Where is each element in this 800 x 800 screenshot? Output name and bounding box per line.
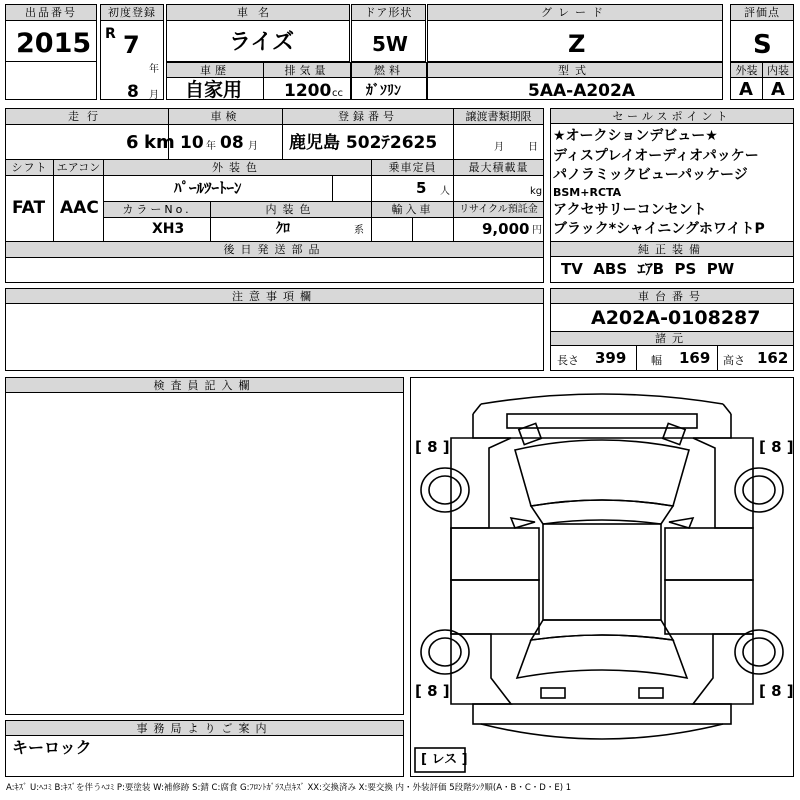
equipment-value: TV ABS ｴｱB PS PW	[561, 260, 735, 278]
mileage-value: 6	[126, 132, 139, 153]
notes-section	[5, 288, 544, 371]
inspector-section	[5, 377, 404, 715]
grade-value: Z	[568, 30, 586, 58]
tire-front-right: [ 8 ]	[759, 438, 794, 456]
car-name-label: 車名	[167, 5, 349, 21]
max-load-label: 最大積載量	[454, 160, 543, 175]
score-cell	[730, 4, 794, 62]
office-value: キーロック	[12, 738, 92, 757]
equipment-label: 純正装備	[551, 242, 793, 257]
inspection-year-unit: 年	[206, 141, 216, 152]
selling-point-3: パノラミックビューパッケージ	[553, 167, 748, 183]
chassis-value: A202A-0108287	[591, 307, 761, 329]
exterior-grade-value: A	[739, 79, 753, 100]
selling-point-2: ディスプレイオーディオパッケー	[553, 148, 759, 164]
aircon-label: エアコン	[54, 160, 103, 175]
inspection-label: 車検	[169, 109, 282, 124]
inspection-month: 08	[220, 133, 244, 153]
history-label: 車歴	[167, 63, 263, 78]
color-no-value: XH3	[152, 221, 185, 237]
transfer-month-unit: 月	[494, 142, 504, 153]
selling-point-4: BSM+RCTA	[553, 186, 622, 199]
specs-label: 諸元	[551, 332, 793, 346]
displacement-value: 1200	[284, 81, 332, 101]
recycle-label: リサイクル預託金	[454, 202, 543, 217]
selling-points-label: セールスポイント	[551, 109, 793, 124]
model-cell	[427, 62, 723, 100]
capacity-label: 乗車定員	[372, 160, 453, 175]
mileage-label: 走行	[6, 109, 168, 124]
ext-color-value: ﾊﾟｰﾙﾂｰﾄｰﾝ	[174, 179, 242, 197]
registration-value: 鹿児島 502ﾃ2625	[289, 133, 438, 153]
capacity-value: 5	[416, 179, 427, 197]
first-reg-year: 7	[123, 31, 140, 59]
int-color-label: 内装色	[211, 202, 371, 217]
inspection-year: 10	[180, 133, 204, 153]
score-value: S	[753, 30, 772, 60]
interior-grade-value: A	[771, 79, 785, 100]
recycle-value: 9,000	[482, 220, 530, 238]
door-label: ドア形状	[352, 5, 425, 21]
legend: A:ｷｽﾞ U:ﾍｺﾐ B:ｷｽﾞを伴うﾍｺﾐ P:要塗装 W:補修跡 S:錆 C:腐食 G:ﾌﾛﾝﾄｶﾞﾗｽ点ｷｽﾞ XX:交換済み X:要交換 内・外装評価 5段階ﾗﾝｸ順(A・B・C・D・E) 1	[6, 783, 572, 793]
int-color-value: ｸﾛ	[276, 221, 290, 237]
first-reg-label: 初度登録	[101, 5, 163, 21]
model-label: 型式	[428, 63, 722, 78]
shift-label: シフト	[6, 160, 53, 175]
first-reg-month: 8	[127, 82, 139, 102]
length-label: 長さ	[557, 354, 579, 367]
first-reg-cell	[100, 4, 164, 100]
registration-label: 登録番号	[283, 109, 453, 124]
selling-point-1: ★オークションデビュー★	[553, 128, 718, 144]
chassis-section	[550, 288, 794, 371]
tire-front-left: [ 8 ]	[415, 438, 450, 456]
ext-color-label: 外装色	[104, 160, 371, 175]
capacity-unit: 人	[440, 186, 450, 197]
car-name-cell	[166, 4, 350, 62]
int-color-unit: 系	[354, 225, 364, 236]
exterior-grade-cell	[730, 62, 763, 100]
recycle-unit: 円	[532, 225, 542, 236]
mileage-unit: km	[144, 132, 175, 153]
door-value: 5W	[372, 32, 408, 56]
selling-points	[550, 108, 794, 283]
office-section	[5, 720, 404, 777]
fuel-label: 燃料	[352, 63, 426, 78]
displacement-label: 排気量	[264, 63, 350, 78]
tire-rear-right: [ 8 ]	[759, 682, 794, 700]
door-cell	[351, 4, 426, 62]
first-reg-year-unit: 年	[149, 64, 159, 75]
max-load-unit: kg	[530, 186, 543, 197]
shift-value: FAT	[12, 198, 46, 218]
import-label: 輸入車	[372, 202, 453, 217]
car-name-value: ライズ	[229, 30, 295, 55]
score-label: 評価点	[731, 5, 793, 21]
fuel-cell	[351, 62, 427, 100]
transfer-day-unit: 日	[528, 142, 538, 153]
spare-tire: [ レス ]	[421, 752, 468, 767]
chassis-label: 車台番号	[551, 289, 793, 304]
exterior-grade-label: 外装	[731, 63, 762, 78]
color-no-label: カラーNo.	[104, 202, 210, 217]
lot-cell	[5, 4, 97, 100]
first-reg-era: R	[105, 26, 116, 42]
selling-point-6: ブラック*シャイニングホワイトP	[553, 221, 765, 237]
interior-grade-label: 内装	[763, 63, 793, 78]
notes-label: 注意事項欄	[6, 289, 543, 304]
height-value: 162	[757, 349, 789, 367]
history-value: 自家用	[185, 79, 243, 101]
length-value: 399	[595, 349, 627, 367]
car-outline-icon	[411, 378, 793, 776]
model-value: 5AA-A202A	[528, 81, 635, 101]
inspector-label: 検査員記入欄	[6, 378, 403, 393]
grade-cell	[427, 4, 723, 62]
car-damage-diagram	[410, 377, 794, 777]
aircon-value: AAC	[60, 198, 99, 218]
transfer-label: 譲渡書類期限	[454, 109, 543, 124]
spec-table	[5, 108, 544, 283]
lot-number: 2015	[16, 28, 92, 59]
first-reg-month-unit: 月	[149, 90, 159, 101]
history-cell	[166, 62, 264, 100]
fuel-value: ｶﾞｿﾘﾝ	[366, 83, 401, 99]
width-label: 幅	[651, 354, 662, 367]
height-label: 高さ	[723, 354, 745, 367]
width-value: 169	[679, 349, 711, 367]
displacement-cell	[263, 62, 351, 100]
office-label: 事務局よりご案内	[6, 721, 403, 736]
lot-label: 出品番号	[6, 5, 96, 21]
grade-label: グレード	[428, 5, 722, 21]
displacement-unit: cc	[332, 88, 343, 99]
inspection-month-unit: 月	[248, 141, 258, 152]
later-parts-label: 後日発送部品	[6, 242, 543, 257]
interior-grade-cell	[762, 62, 794, 100]
selling-point-5: アクセサリーコンセント	[553, 202, 707, 218]
tire-rear-left: [ 8 ]	[415, 682, 450, 700]
